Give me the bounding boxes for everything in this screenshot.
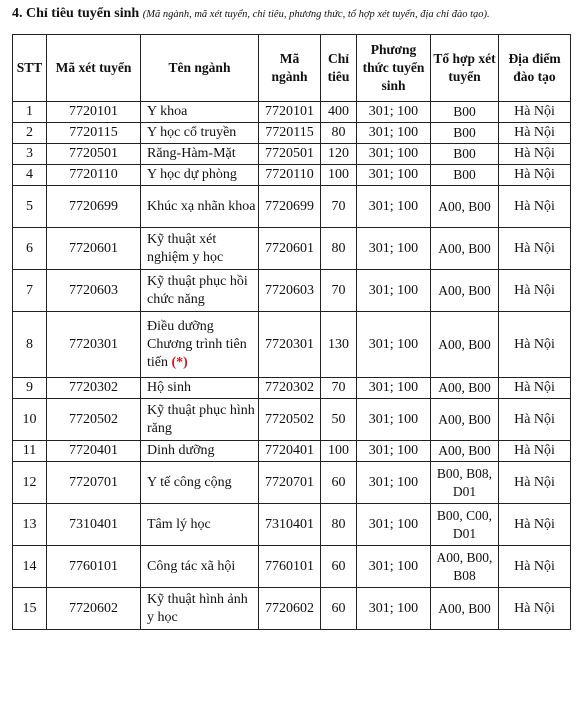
cell-ma-nganh-text: 7720502 [265, 411, 314, 427]
cell-dia-diem-text: Hà Nội [514, 558, 555, 574]
cell-ten-nganh [141, 546, 259, 588]
cell-ma-xet-tuyen-text: 7720115 [69, 125, 118, 140]
header-dia-diem: Địa điểm đào tạo [499, 35, 571, 102]
cell-stt [13, 588, 47, 630]
cell-chi-tieu-text: 70 [331, 198, 346, 214]
cell-dia-diem-text: Hà Nội [514, 282, 555, 298]
cell-dia-diem [499, 441, 571, 462]
cell-ma-nganh [259, 186, 321, 228]
cell-stt-text: 6 [26, 240, 33, 256]
cell-ma-xet-tuyen [47, 312, 141, 378]
cell-ma-xet-tuyen-text: 7720110 [69, 167, 118, 182]
cell-ten-nganh-text: Răng-Hàm-Mặt [147, 146, 236, 161]
cell-ma-xet-tuyen-text: 7720603 [69, 282, 118, 298]
cell-ma-nganh [259, 270, 321, 312]
cell-ten-nganh [141, 399, 259, 441]
cell-chi-tieu-text: 130 [328, 336, 349, 352]
cell-ma-nganh [259, 504, 321, 546]
cell-ma-xet-tuyen [47, 228, 141, 270]
cell-ma-xet-tuyen-text: 7720701 [69, 474, 118, 490]
table-header-row [13, 35, 571, 102]
cell-chi-tieu [321, 165, 357, 186]
cell-to-hop-text: B00, C00, D01 [436, 507, 493, 541]
cell-phuong-thuc-text: 301; 100 [368, 474, 419, 490]
cell-chi-tieu-text: 80 [331, 516, 346, 532]
cell-chi-tieu [321, 546, 357, 588]
cell-stt-text: 3 [26, 146, 33, 161]
cell-chi-tieu [321, 399, 357, 441]
cell-to-hop [431, 399, 499, 441]
header-ma-xet-tuyen: Mã xét tuyển [47, 35, 141, 102]
cell-stt-text: 1 [26, 104, 33, 119]
cell-chi-tieu-text: 80 [331, 125, 346, 140]
cell-to-hop [431, 546, 499, 588]
cell-phuong-thuc [357, 270, 431, 312]
cell-ten-nganh-text: Y khoa [147, 104, 188, 119]
cell-chi-tieu [321, 102, 357, 123]
section-title: 4. Chỉ tiêu tuyển sinh [12, 6, 140, 21]
cell-ten-nganh [141, 228, 259, 270]
cell-ten-nganh-text: Điều dưỡng Chương trình tiên tiến [147, 318, 247, 370]
cell-dia-diem-text: Hà Nội [514, 336, 555, 352]
cell-to-hop [431, 165, 499, 186]
cell-to-hop [431, 186, 499, 228]
cell-chi-tieu [321, 378, 357, 399]
cell-ten-nganh-text: Khúc xạ nhãn khoa [147, 198, 256, 214]
cell-ma-nganh-text: 7720110 [265, 167, 314, 182]
cell-chi-tieu [321, 186, 357, 228]
cell-dia-diem-text: Hà Nội [514, 600, 555, 616]
cell-chi-tieu [321, 588, 357, 630]
cell-ma-nganh [259, 228, 321, 270]
cell-ten-nganh [141, 165, 259, 186]
cell-ma-xet-tuyen-text: 7720401 [69, 443, 118, 458]
cell-phuong-thuc [357, 123, 431, 144]
cell-to-hop [431, 504, 499, 546]
cell-stt [13, 270, 47, 312]
cell-stt-text: 10 [22, 411, 37, 427]
cell-ten-nganh-text: Dinh dưỡng [147, 443, 215, 458]
cell-phuong-thuc [357, 546, 431, 588]
cell-phuong-thuc-text: 301; 100 [368, 240, 419, 256]
cell-dia-diem [499, 228, 571, 270]
table-row [13, 228, 571, 270]
table-row [13, 399, 571, 441]
cell-ma-xet-tuyen-text: 7310401 [69, 516, 118, 532]
cell-dia-diem-text: Hà Nội [514, 167, 555, 182]
table-row [13, 312, 571, 378]
cell-phuong-thuc-text: 301; 100 [368, 380, 419, 395]
cell-phuong-thuc [357, 504, 431, 546]
cell-ma-xet-tuyen-text: 7720502 [69, 411, 118, 427]
cell-ma-xet-tuyen-text: 7720301 [69, 336, 118, 352]
cell-ten-nganh-text: Y tế công cộng [147, 474, 232, 490]
cell-stt [13, 378, 47, 399]
header-ma-nganh: Mã ngành [259, 35, 321, 102]
cell-to-hop-text: A00, B00 [438, 240, 491, 256]
cell-to-hop-text: A00, B00 [438, 336, 491, 352]
cell-ma-nganh [259, 546, 321, 588]
cell-dia-diem [499, 462, 571, 504]
cell-ma-xet-tuyen-text: 7720302 [69, 380, 118, 395]
cell-ten-nganh [141, 123, 259, 144]
cell-to-hop-text: B00, B08, D01 [436, 465, 493, 499]
cell-stt [13, 312, 47, 378]
advanced-program-mark: (*) [171, 354, 188, 370]
cell-chi-tieu-text: 80 [331, 240, 346, 256]
cell-stt [13, 102, 47, 123]
cell-ma-nganh-text: 7720501 [265, 146, 314, 161]
cell-ma-nganh-text: 7720302 [265, 380, 314, 395]
cell-ten-nganh-text: Hộ sinh [147, 380, 191, 395]
cell-ma-nganh-text: 7720603 [265, 282, 314, 298]
cell-stt-text: 15 [22, 600, 37, 616]
cell-dia-diem-text: Hà Nội [514, 198, 555, 214]
cell-ma-nganh [259, 399, 321, 441]
cell-ma-nganh [259, 588, 321, 630]
table-row [13, 123, 571, 144]
cell-phuong-thuc-text: 301; 100 [368, 336, 419, 352]
cell-stt-text: 11 [22, 443, 37, 458]
cell-ten-nganh [141, 144, 259, 165]
cell-dia-diem [499, 378, 571, 399]
cell-stt [13, 186, 47, 228]
cell-phuong-thuc-text: 301; 100 [368, 411, 419, 427]
cell-dia-diem [499, 165, 571, 186]
cell-ma-nganh [259, 441, 321, 462]
cell-dia-diem-text: Hà Nội [514, 146, 555, 161]
cell-phuong-thuc [357, 186, 431, 228]
cell-stt-text: 12 [22, 474, 37, 490]
cell-stt [13, 399, 47, 441]
cell-ma-xet-tuyen [47, 102, 141, 123]
table-row [13, 165, 571, 186]
cell-chi-tieu-text: 70 [331, 282, 346, 298]
cell-ma-xet-tuyen [47, 462, 141, 504]
cell-ma-nganh-text: 7720701 [265, 474, 314, 490]
cell-to-hop [431, 144, 499, 165]
cell-to-hop-text: B00 [453, 167, 476, 182]
cell-ten-nganh-text: Kỹ thuật hình ảnh y học [147, 591, 248, 625]
cell-ma-xet-tuyen [47, 123, 141, 144]
cell-to-hop-text: A00, B00, B08 [436, 549, 493, 583]
cell-phuong-thuc-text: 301; 100 [368, 146, 419, 161]
cell-dia-diem [499, 144, 571, 165]
cell-ten-nganh-text: Tâm lý học [147, 516, 211, 532]
cell-ten-nganh-text: Y học cổ truyền [147, 125, 237, 140]
cell-to-hop-text: A00, B00 [438, 600, 491, 616]
cell-to-hop-text: A00, B00 [438, 380, 491, 395]
cell-ten-nganh-text: Kỹ thuật xét nghiệm y học [147, 231, 224, 265]
table-row [13, 102, 571, 123]
cell-stt [13, 504, 47, 546]
cell-chi-tieu [321, 123, 357, 144]
cell-ma-xet-tuyen-text: 7720501 [69, 146, 118, 161]
cell-stt [13, 462, 47, 504]
cell-ma-nganh-text: 7720101 [265, 104, 314, 119]
cell-to-hop [431, 312, 499, 378]
cell-to-hop-text: A00, B00 [438, 198, 491, 214]
cell-dia-diem [499, 312, 571, 378]
cell-dia-diem [499, 399, 571, 441]
cell-ma-xet-tuyen [47, 378, 141, 399]
cell-ten-nganh-text: Công tác xã hội [147, 558, 236, 574]
cell-to-hop [431, 588, 499, 630]
cell-phuong-thuc-text: 301; 100 [368, 600, 419, 616]
cell-chi-tieu [321, 504, 357, 546]
cell-to-hop-text: A00, B00 [438, 282, 491, 298]
cell-chi-tieu-text: 60 [331, 600, 346, 616]
cell-ten-nganh [141, 462, 259, 504]
cell-phuong-thuc-text: 301; 100 [368, 282, 419, 298]
cell-ma-xet-tuyen [47, 186, 141, 228]
cell-stt-text: 2 [26, 125, 33, 140]
cell-phuong-thuc-text: 301; 100 [368, 516, 419, 532]
cell-stt [13, 144, 47, 165]
cell-phuong-thuc [357, 399, 431, 441]
table-row [13, 588, 571, 630]
table-row [13, 546, 571, 588]
cell-to-hop [431, 462, 499, 504]
cell-chi-tieu-text: 60 [331, 558, 346, 574]
table-row [13, 270, 571, 312]
table-row [13, 144, 571, 165]
cell-ten-nganh [141, 270, 259, 312]
cell-ma-nganh-text: 7760101 [265, 558, 314, 574]
cell-ma-nganh-text: 7720601 [265, 240, 314, 256]
cell-to-hop-text: B00 [453, 125, 476, 140]
cell-stt-text: 7 [26, 282, 33, 298]
cell-phuong-thuc [357, 102, 431, 123]
cell-ma-nganh-text: 7720602 [265, 600, 314, 616]
cell-ten-nganh-text: Y học dự phòng [147, 167, 237, 182]
cell-dia-diem [499, 186, 571, 228]
cell-ma-nganh [259, 165, 321, 186]
cell-ma-nganh-text: 7310401 [265, 516, 314, 532]
cell-ma-xet-tuyen [47, 504, 141, 546]
cell-ma-nganh [259, 102, 321, 123]
cell-dia-diem-text: Hà Nội [514, 125, 555, 140]
admission-quota-table [12, 34, 571, 630]
cell-to-hop [431, 123, 499, 144]
cell-chi-tieu [321, 441, 357, 462]
cell-ten-nganh [141, 102, 259, 123]
cell-ma-xet-tuyen [47, 270, 141, 312]
cell-chi-tieu-text: 50 [331, 411, 346, 427]
cell-to-hop-text: B00 [453, 104, 476, 119]
cell-dia-diem-text: Hà Nội [514, 240, 555, 256]
cell-phuong-thuc [357, 228, 431, 270]
cell-phuong-thuc-text: 301; 100 [368, 167, 419, 182]
cell-dia-diem [499, 546, 571, 588]
cell-dia-diem [499, 102, 571, 123]
cell-phuong-thuc-text: 301; 100 [368, 125, 419, 140]
cell-ma-xet-tuyen [47, 546, 141, 588]
cell-ten-nganh [141, 504, 259, 546]
table-row [13, 462, 571, 504]
cell-dia-diem-text: Hà Nội [514, 104, 555, 119]
cell-ten-nganh-text: Kỹ thuật phục hình răng [147, 402, 255, 436]
cell-stt-text: 9 [26, 380, 33, 395]
cell-ma-xet-tuyen [47, 441, 141, 462]
cell-ma-nganh-text: 7720401 [265, 443, 314, 458]
cell-stt-text: 13 [22, 516, 37, 532]
header-chi-tieu: Chỉ tiêu [321, 35, 357, 102]
cell-to-hop-text: A00, B00 [438, 443, 491, 458]
cell-dia-diem-text: Hà Nội [514, 380, 555, 395]
cell-dia-diem [499, 588, 571, 630]
cell-to-hop [431, 270, 499, 312]
cell-chi-tieu [321, 144, 357, 165]
cell-ma-xet-tuyen [47, 588, 141, 630]
header-phuong-thuc: Phương thức tuyển sinh [357, 35, 431, 102]
cell-stt-text: 8 [26, 336, 33, 352]
cell-chi-tieu-text: 70 [331, 380, 346, 395]
cell-ten-nganh-text: Kỹ thuật phục hồi chức năng [147, 273, 248, 307]
table-row [13, 186, 571, 228]
cell-dia-diem-text: Hà Nội [514, 411, 555, 427]
cell-ma-nganh [259, 312, 321, 378]
cell-ma-xet-tuyen-text: 7720601 [69, 240, 118, 256]
cell-ten-nganh [141, 588, 259, 630]
cell-phuong-thuc [357, 144, 431, 165]
cell-ma-nganh [259, 144, 321, 165]
cell-phuong-thuc-text: 301; 100 [368, 443, 419, 458]
cell-to-hop [431, 102, 499, 123]
cell-phuong-thuc-text: 301; 100 [368, 558, 419, 574]
cell-phuong-thuc [357, 588, 431, 630]
cell-chi-tieu-text: 60 [331, 474, 346, 490]
cell-stt [13, 123, 47, 144]
cell-ten-nganh [141, 378, 259, 399]
cell-ma-nganh [259, 462, 321, 504]
cell-to-hop-text: A00, B00 [438, 411, 491, 427]
cell-stt [13, 165, 47, 186]
cell-ma-xet-tuyen-text: 7720699 [69, 198, 118, 214]
cell-ma-nganh [259, 378, 321, 399]
cell-phuong-thuc [357, 462, 431, 504]
table-row [13, 441, 571, 462]
cell-stt [13, 441, 47, 462]
cell-to-hop-text: B00 [453, 146, 476, 161]
cell-to-hop [431, 228, 499, 270]
cell-dia-diem [499, 123, 571, 144]
cell-ma-nganh-text: 7720301 [265, 336, 314, 352]
cell-dia-diem [499, 270, 571, 312]
cell-ten-nganh [141, 441, 259, 462]
cell-phuong-thuc [357, 312, 431, 378]
section-note: (Mã ngành, mã xét tuyển, chỉ tiêu, phương thức, tổ hợp xét tuyển, địa chỉ đào tạo). [142, 9, 490, 20]
cell-ma-nganh [259, 123, 321, 144]
cell-phuong-thuc [357, 441, 431, 462]
cell-to-hop [431, 441, 499, 462]
cell-chi-tieu [321, 462, 357, 504]
cell-chi-tieu-text: 100 [328, 443, 349, 458]
cell-chi-tieu [321, 228, 357, 270]
cell-ten-nganh [141, 312, 259, 378]
cell-stt-text: 4 [26, 167, 33, 182]
cell-dia-diem-text: Hà Nội [514, 443, 555, 458]
cell-to-hop [431, 378, 499, 399]
header-to-hop: Tổ hợp xét tuyển [431, 35, 499, 102]
section-heading [12, 4, 574, 25]
cell-ma-xet-tuyen [47, 399, 141, 441]
cell-phuong-thuc-text: 301; 100 [368, 104, 419, 119]
cell-ma-xet-tuyen-text: 7760101 [69, 558, 118, 574]
cell-chi-tieu-text: 400 [328, 104, 349, 119]
table-body [13, 102, 571, 630]
cell-phuong-thuc [357, 165, 431, 186]
cell-stt [13, 546, 47, 588]
cell-ma-xet-tuyen [47, 165, 141, 186]
cell-chi-tieu [321, 312, 357, 378]
cell-stt-text: 14 [22, 558, 37, 574]
header-stt: STT [13, 35, 47, 102]
header-ten-nganh: Tên ngành [141, 35, 259, 102]
cell-chi-tieu-text: 120 [328, 146, 349, 161]
cell-ma-nganh-text: 7720115 [265, 125, 314, 140]
cell-phuong-thuc [357, 378, 431, 399]
cell-dia-diem-text: Hà Nội [514, 474, 555, 490]
cell-ma-xet-tuyen [47, 144, 141, 165]
cell-ma-nganh-text: 7720699 [265, 198, 314, 214]
cell-dia-diem [499, 504, 571, 546]
cell-chi-tieu [321, 270, 357, 312]
cell-chi-tieu-text: 100 [328, 167, 349, 182]
cell-ma-xet-tuyen-text: 7720101 [69, 104, 118, 119]
table-row [13, 378, 571, 399]
cell-phuong-thuc-text: 301; 100 [368, 198, 419, 214]
cell-stt-text: 5 [26, 198, 33, 214]
cell-ten-nganh [141, 186, 259, 228]
cell-ma-xet-tuyen-text: 7720602 [69, 600, 118, 616]
cell-stt [13, 228, 47, 270]
cell-dia-diem-text: Hà Nội [514, 516, 555, 532]
table-row [13, 504, 571, 546]
